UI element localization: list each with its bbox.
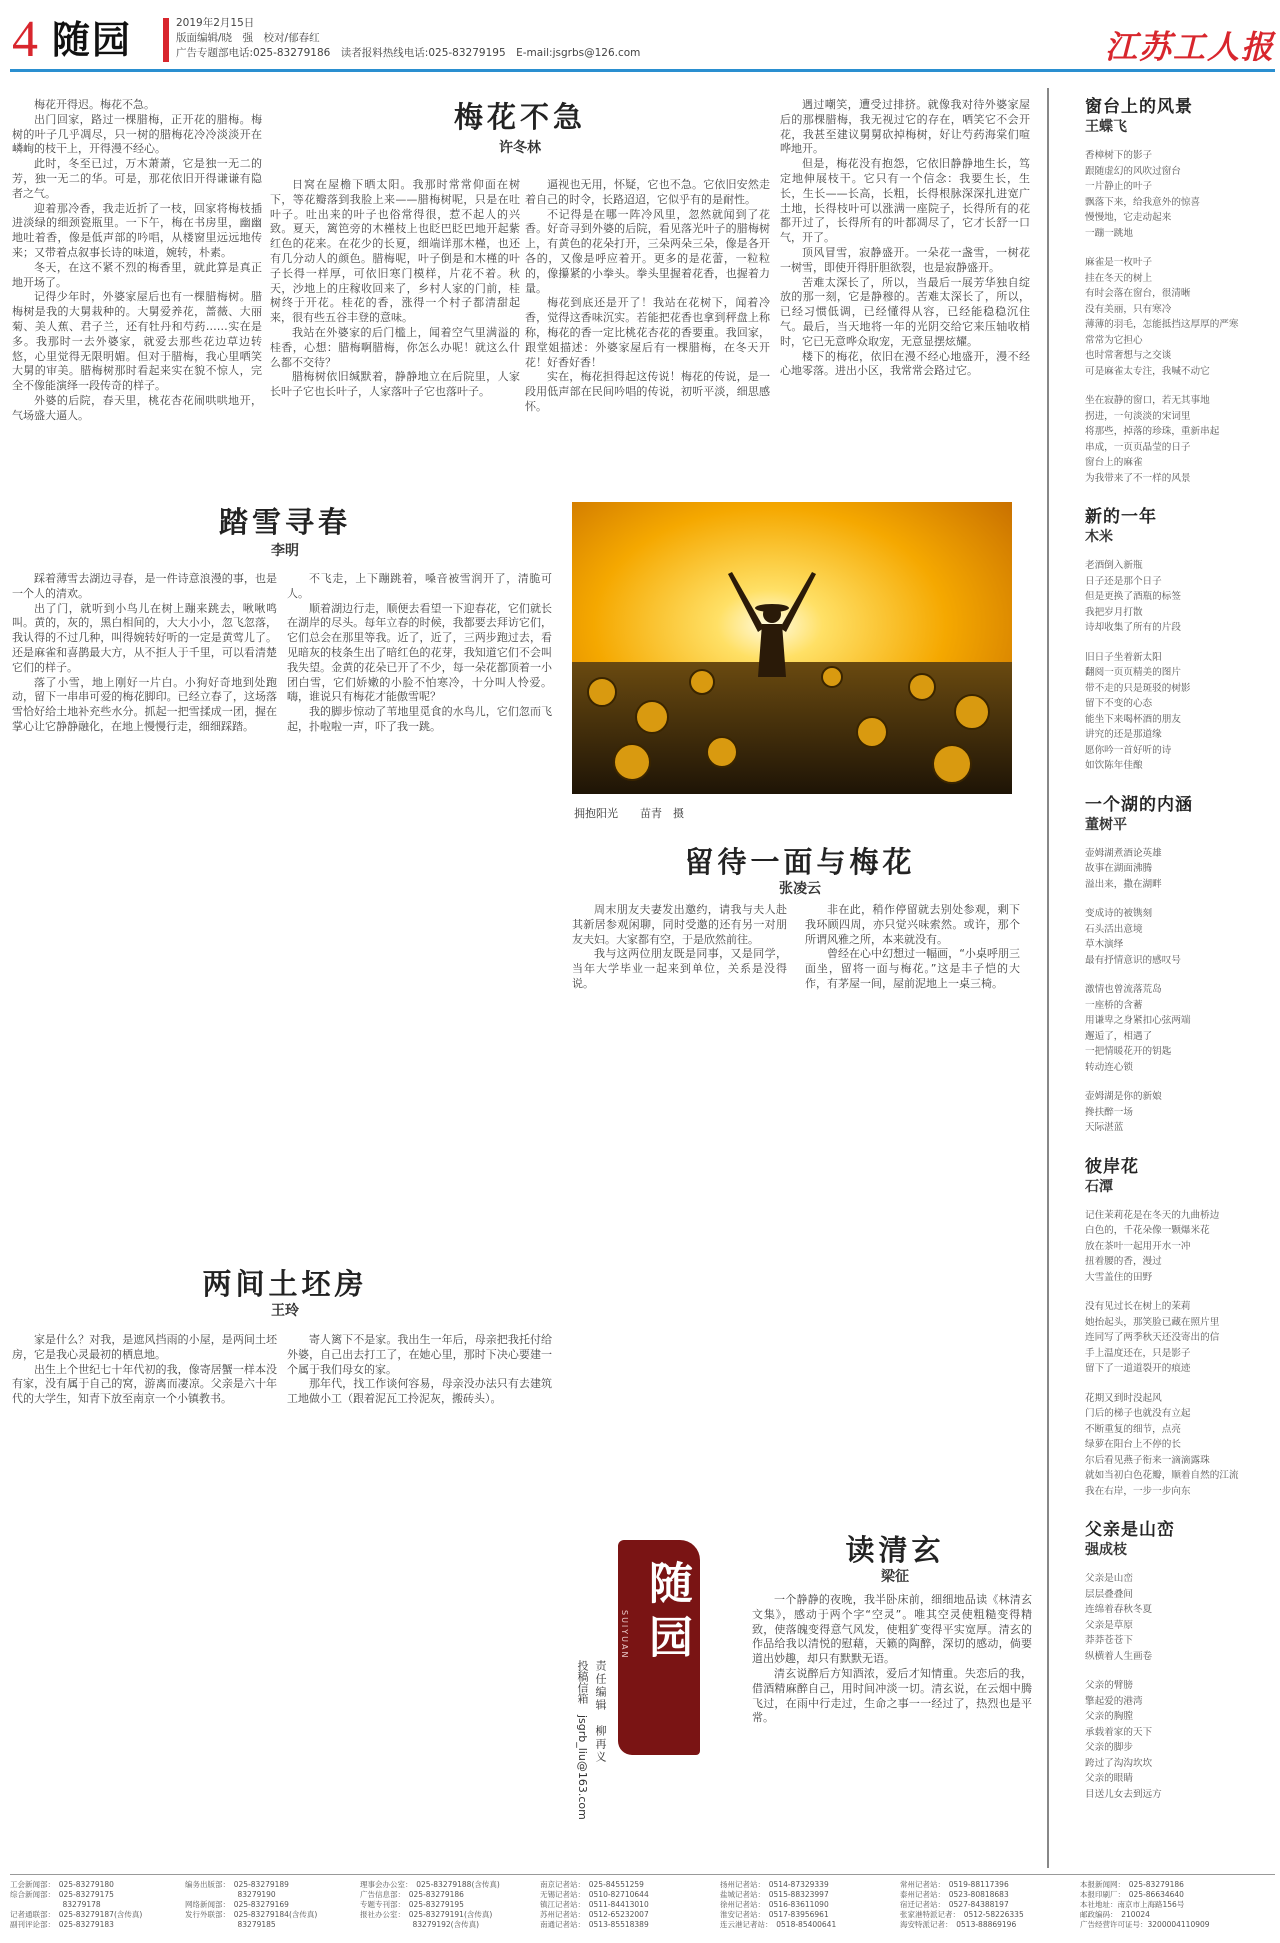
poem-line: 但是更换了酒瓶的标签 [1085,591,1181,602]
submission-email[interactable]: 投稿信箱 jsgrb_liu@163.com [576,1660,589,1820]
poem-line: 莽莽苍苍下 [1085,1635,1133,1646]
paragraph: 腊梅树依旧缄默着，静静地立在后院里，人家长叶子它也长叶子，人家落叶子它也落叶子。 [270,370,520,399]
poem-line: 连同写了两季秋天还没寄出的信 [1085,1332,1220,1343]
poem-line: 擎起爱的港湾 [1085,1695,1143,1707]
footer-contact-block: 工会新闻部： 025-83279180 综合新闻部： 025-83279175 83279178 记者通联部： 025-83279187(含传真) 副刊评论部： 025-83279183 [10,1880,143,1929]
poem-stanza [1085,1391,1275,1500]
poem-line: 邂逅了，相遇了 [1085,1030,1153,1042]
paragraph: 但是，梅花没有抱怨，它依旧静静地生长，笃定地伸展枝干。它只有一个信念：我要生长，生长，生长——长高，长粗，长得根脉深深扎进宽广土地，长得枝叶可以涨满一座院子，长得所有的花都开过了，长得所有的叶都凋尽了，它才长舒一口气，开了。 [780,157,1030,245]
poem-line: 放在茶叶一起用开水一冲 [1085,1240,1191,1252]
paragraph: 日窝在屋檐下晒太阳。我那时常常仰面在树下，等花瓣落到我脸上来——腊梅树呢，只是在吐叶子。吐出来的叶子也俗常得很，惹不起人的兴致。夏天，篱笆旁的木槿枝上也眨巴眨巴地开起紫红色的花来。在花少的长夏，细端详那木槿，也还有几分动人的颜色。腊梅呢，叶子倒是和木槿的叶子长得一样厚，可依旧寒门模样，片花不着。秋天，沙地上的庄稼收回来了，乡村人家的门前，桂树终于开花。桂花的香，涨得一个村子都清甜起来，很有些五谷丰登的意味。 [270,178,520,325]
poem-stanza [1085,1678,1275,1802]
poem-line: 慢慢地，它走动起来 [1085,212,1172,223]
poem-author: 木米 [1085,529,1113,545]
paragraph: 顺着湖边行走，顺便去看望一下迎春花，它们就长在湖岸的尽头。每年立春的时候，我都要去拜访它们，它们总会在那里等我。近了，近了，三两步跑过去，看见暗灰的枝条生出了暗红色的花芽，我知道它们不会叫我失望。金黄的花朵已开了不少，每一朵花都顶着一小团白雪，它们娇嫩的小脸不怕寒冷，十分叫人怜爱。嗨，谁说只有梅花才能傲雪呢？ [287,601,552,704]
footer-contact-block: 本报新闻网： 025-83279186 本报印刷厂： 025-86634640 本社地址：南京市上海路156号 邮政编码： 210024 广告经营许可证号：3200004110909 [1080,1880,1210,1929]
poem-title: 彼岸花 [1085,1156,1139,1177]
caption-title: 拥抱阳光 [574,807,618,820]
paragraph: 不记得是在哪一阵冷风里，忽然就闻到了花香。好奇寻到外婆的后院，看见落光叶子的腊梅树上，有黄色的花朵打开，三朵两朵三朵，像是各开各的，又像是呼应着开。更多的是花蕾，一粒粒的，像攥紧的小拳头。拳头里握着花香，也握着力量。 [525,207,770,295]
paragraph: 出了门，就听到小鸟儿在树上蹦来跳去，啾啾鸣叫。黄的，灰的，黑白相间的，大大小小，忽飞忽落，我认得的不过几种，叫得婉转好听的一定是黄莺儿了。还是麻雀和喜鹊最大方，从不拒人于千里，可以看清楚它们的样子。 [12,601,277,674]
paragraph: 外婆的后院，春天里，桃花杏花闹哄哄地开，气场盛大逼人。 [12,393,262,422]
poem-line: 壶姆湖是你的新娘 [1085,1091,1162,1102]
article-author: 许冬林 [499,140,541,156]
poem [1085,1156,1275,1514]
poem-line: 父亲的脚步 [1085,1742,1133,1753]
poem-line: 香樟树下的影子 [1085,150,1153,161]
poem-line: 扭着腰的香，漫过 [1085,1256,1162,1267]
footer-contact-block: 理事会办公室： 025-83279188(含传真) 广告信息部： 025-83279186 专题专刊部： 025-83279195 报社办公室： 025-83279191(含传真) 83279192(含传真) [360,1880,500,1929]
footer-contact-block: 常州记者站： 0519-88117396 泰州记者站： 0523-80818683 宿迁记者站： 0527-84388197 张家港特派记者： 0512-58226335 海安特派记者： 0513-88869196 [900,1880,1024,1929]
paragraph: 我站在外婆家的后门槛上，闻着空气里满溢的桂香，心想：腊梅啊腊梅，你怎么办呢！就这么什么都不交待？ [270,325,520,369]
editor-credits: 版面编辑/晓 强 校对/郁春红 [176,32,320,44]
poem-line: 最有抒情意识的感叹号 [1085,954,1181,966]
poem-line: 层层叠叠间 [1085,1588,1133,1600]
poem-line: 将那些，掉落的珍珠，重新串起 [1085,426,1220,437]
poem-line: 她抬起头，那笑脸已藏在照片里 [1085,1316,1220,1328]
poem-title: 父亲是山峦 [1085,1520,1175,1540]
header-accent-bar [163,18,169,62]
paragraph: 楼下的梅花，依旧在漫不经心地盛开，漫不经心地零落。进出小区，我常常会路过它。 [780,349,1030,378]
poem-author: 石潭 [1085,1178,1113,1195]
poem-line: 没有美丽，只有寒冷 [1085,303,1172,315]
poem [1085,506,1275,788]
poem-line: 为我带来了不一样的风景 [1085,472,1191,484]
poem-stanza [1085,1089,1275,1136]
article-column [12,1333,277,1868]
poem-line: 诗却收集了所有的片段 [1085,622,1181,633]
poem-stanza [1085,255,1275,379]
poem-line: 变成诗的被镌刻 [1085,908,1153,919]
poem-line: 壶姆湖煮酒论英雄 [1085,847,1162,859]
article-title: 留待一面与梅花 [684,845,916,879]
poem-line: 日子还是那个日子 [1085,575,1162,587]
issue-date: 2019年2月15日 [176,17,255,29]
column-logo-pinyin: SUIYUAN [620,1610,629,1660]
poem-line: 薄薄的羽毛，怎能抵挡这厚厚的严寒 [1085,319,1239,330]
footer-rule [10,1874,1275,1875]
poem-line: 转动连心锁 [1085,1061,1133,1073]
poem-author: 董树平 [1085,816,1127,833]
poem-line: 麻雀是一枚叶子 [1085,257,1153,268]
poem-title: 新的一年 [1085,507,1157,527]
poem-line: 父亲的胸膛 [1085,1711,1133,1722]
column-logo-seal [618,1540,700,1755]
poem-line: 一座桥的含蓄 [1085,999,1143,1011]
article-author: 王玲 [271,1303,299,1319]
poem [1085,1519,1275,1816]
article-author: 李明 [271,543,299,559]
article-title: 两间土坯房 [202,1267,368,1301]
article-author: 梁征 [881,1569,909,1585]
poem-line: 可是麻雀太专注，我喊不动它 [1085,365,1210,377]
poem-line: 目送儿女去到远方 [1085,1788,1162,1800]
poem-line: 翻阅一页页精美的图片 [1085,667,1181,678]
poem-line: 手上温度还在，只是影子 [1085,1347,1191,1359]
paragraph: 我的脚步惊动了苇地里觅食的水鸟儿，它们忽而飞起，扑啦啦一声，吓了我一跳。 [287,705,552,733]
contact-line: 广告专题部电话:025-83279186 读者报料热线电话:025-83279195 E-mail:jsgrbs@126.com [176,47,641,59]
paragraph: 落了小雪，地上刚好一片白。小狗好奇地到处跑动，留下一串串可爱的梅花脚印。已经立春了，这场落雪恰好给土地补充些水分。抓起一把雪揉成一团，握在掌心让它静静融化，在地上慢慢行走，细细踩踏。 [12,675,277,733]
paragraph: 此时，冬至已过，万木萧萧，它是独一无二的芳，独一无二的华。可是，那花依旧开得谦谦有隐者之气。 [12,157,262,200]
poem-line: 父亲的眼睛 [1085,1773,1133,1784]
poem-line: 石头活出意境 [1085,923,1143,935]
paragraph: 冬天，在这不紧不烈的梅香里，就此算是真正地开场了。 [12,260,262,289]
paragraph: 非在此，稍作停留就去别处参观，剩下我环顾四周，亦只觉兴味索然。或许，那个所谓风雅之所，本来就没有。 [805,903,1020,946]
poem [1085,794,1275,1150]
article-title: 梅花不急 [453,100,586,134]
poem-line: 白色的，千花朵像一颗爆米花 [1085,1225,1210,1236]
paragraph: 迎着那冷香，我走近折了一枝，回家将梅枝插进淡绿的细颈瓷瓶里。一下午，梅在书房里，幽幽地吐着香，像是低声部的吟唱，从楼窗里远远地传来；又带着点叙事长诗的味道，婉转，朴素。 [12,201,262,259]
poem-line: 搀扶醉一场 [1085,1106,1133,1118]
article-column [12,572,277,1212]
paragraph: 顶风冒雪，寂静盛开。一朵花一盏雪，一树花一树雪，即使开得肝胆欲裂，也是寂静盛开。 [780,245,1030,274]
poem-line: 就如当初白色花瓣，顺着自然的江流 [1085,1470,1239,1481]
footer-contact-block: 扬州记者站： 0514-87329339 盐城记者站： 0515-88323997 徐州记者站： 0516-83611090 淮安记者站： 0517-83956961 连云港记者站： 0518-85400641 [720,1880,837,1929]
header-rule [10,69,1275,72]
poem-line: 老酒倒入新瓶 [1085,560,1143,571]
header-info [176,16,640,61]
poem-line: 讲究的还是那道缘 [1085,729,1162,740]
poem-line: 溢出来，撒在湖畔 [1085,878,1162,890]
paragraph: 梅花开得迟。梅花不急。 [34,98,155,111]
poem-title: 窗台上的风景 [1085,97,1193,117]
poem-line: 承载着家的天下 [1085,1726,1153,1738]
poem-line: 坐在寂静的窗口，若无其事地 [1085,395,1210,406]
poem-stanza [1085,148,1275,241]
poem-line: 留下不变的心态 [1085,698,1153,709]
poem-line: 也时常奢想与之交谈 [1085,350,1172,361]
poem-line: 带不走的只是斑驳的树影 [1085,682,1191,694]
poem-line: 飘落下来，给我意外的惊喜 [1085,196,1201,208]
article-column [752,1593,1032,1868]
paragraph: 曾经在心中幻想过一幅画，“小桌呼朋三面坐，留将一面与梅花。”这是丰子恺的大作，有茅屋一间，屋前泥地上一桌三椅。 [805,947,1020,990]
poem-line: 挂在冬天的树上 [1085,272,1153,284]
paragraph: 我与这两位朋友既是同事，又是同学，当年大学毕业一起来到单位，关系是没得说。 [572,947,787,990]
poem-line: 留下了一道道裂开的痕迹 [1085,1363,1191,1374]
page-number: 4 [12,11,38,68]
poem-line: 大雪盖住的田野 [1085,1271,1153,1283]
poem-line: 窗台上的麻雀 [1085,457,1143,468]
poem-stanza [1085,650,1275,774]
poem-line: 花期又到时没起风 [1085,1392,1162,1404]
article-column [525,178,770,478]
poem-line: 有时会落在窗台，很清晰 [1085,288,1191,299]
paragraph: 周末朋友夫妻发出邀约，请我与夫人赴其新居参观闲聊，同时受邀的还有另一对朋友夫妇。大家都有空，于是欣然前往。 [572,903,787,946]
poem-line: 绿萝在阳台上不停的长 [1085,1439,1181,1450]
photo-sunflowers [572,502,1012,794]
article-column [287,1333,552,1868]
poem-line: 用谦卑之身紧扣心弦两端 [1085,1015,1191,1026]
poem-line: 如饮陈年佳酿 [1085,760,1143,771]
paragraph: 出生上个世纪七十年代初的我，像寄居蟹一样本没有家，没有属于自己的窝，游离而凄凉。父亲是六十年代的大学生，知青下放至南京一个小镇教书。 [12,1362,277,1406]
poem-line: 我把岁月打散 [1085,606,1143,618]
poem-stanza [1085,1208,1275,1286]
poem-stanza [1085,1571,1275,1664]
poem-line: 故事在湖面沸腾 [1085,863,1153,874]
poem-line: 一蹦一跳地 [1085,227,1133,239]
poem-stanza [1085,1299,1275,1377]
article-title: 踏雪寻春 [218,505,351,539]
poem-stanza [1085,393,1275,486]
article-column [780,98,1030,478]
poem-stanza [1085,906,1275,968]
poem-line: 连绵着春秋冬夏 [1085,1604,1153,1615]
paragraph: 遇过嘲笑，遭受过排挤。就像我对待外婆家屋后的那棵腊梅，我无视过它的存在，哂笑它不会开花，我甚至建议舅舅砍掉梅树，好让芍药海棠们喧哗地开。 [780,98,1030,156]
poem-line: 一把情暖花开的钥匙 [1085,1046,1172,1057]
poem-title: 一个湖的内涵 [1085,794,1193,815]
section-title: 随园 [52,18,133,62]
poem-line: 串成，一页页晶莹的日子 [1085,441,1191,453]
footer-contact-block: 南京记者站： 025-84551259 无锡记者站： 0510-82710644 镇江记者站： 0511-84413010 苏州记者站： 0512-65232007 南通记者站： 0513-85518389 [540,1880,649,1929]
poem-line: 父亲是山峦 [1085,1573,1133,1584]
responsible-editor: 责任编辑 柳再义 [594,1660,607,1764]
poem-line: 跨过了沟沟坎坎 [1085,1757,1153,1769]
article-author: 张凌云 [779,881,821,897]
poem-author: 强成枝 [1085,1542,1127,1558]
poem-line: 没有见过长在树上的茉莉 [1085,1301,1191,1312]
poem-line: 能坐下来喝杯酒的朋友 [1085,713,1181,725]
paragraph: 清玄说醉后方知酒浓，爱后才知情重。失恋后的我，借酒精麻醉自己，用时间冲淡一切。清玄说，在云烟中腾飞过，在雨中行走过，生命之事一一经过了，热烈也是平常。 [752,1666,1032,1725]
poem-line: 草木演绎 [1085,939,1124,950]
newspaper-logo: 江苏工人报 [1105,28,1276,66]
poem-line: 愿你吟一首好听的诗 [1085,744,1172,756]
poem-line: 尔后看见燕子衔来一滴滴露珠 [1085,1454,1210,1466]
poem-line: 旧日子坐着新太阳 [1085,651,1162,663]
article-column [287,572,552,1212]
poem-line: 纵横着人生画卷 [1085,1650,1153,1662]
poem-author: 王蝶飞 [1085,119,1127,135]
poem-line: 常常为它担心 [1085,334,1143,346]
poem-stanza [1085,982,1275,1075]
article-column [805,903,1020,1473]
photo-credit: 苗青 摄 [640,807,684,820]
column-logo-text: 随园 [641,1560,692,1668]
paragraph: 出门回家，路过一棵腊梅，正开花的腊梅。梅树的叶子几乎凋尽，只一树的腊梅花冷冷淡淡开在嶙峋的枝干上，开得漫不经心。 [12,112,262,156]
poem-line: 天际湛蓝 [1085,1122,1124,1133]
photo-caption [574,805,684,821]
article-title: 读清玄 [845,1533,945,1567]
paragraph: 寄人篱下不是家。我出生一年后，母亲把我托付给外婆，自己出去打工了，在她心里，那时下决心要建一个属于我们母女的家。 [287,1333,552,1376]
paragraph: 那年代，找工作谈何容易，母亲没办法只有去建筑工地做小工（跟着泥瓦工拎泥灰，搬砖头）。 [287,1377,552,1406]
poem-stanza [1085,558,1275,636]
paragraph: 家是什么？对我，是遮风挡雨的小屋，是两间土坯房，它是我心灵最初的栖息地。 [12,1333,277,1361]
poem-column [1085,96,1275,1822]
poem-line: 门后的梯子也就没有立起 [1085,1408,1191,1419]
poem-stanza [1085,846,1275,893]
paragraph: 一个静静的夜晚，我半卧床前，细细地品读《林清玄文集》，感动于两个字“空灵”。唯其空灵使粗糙变得精致，使落魄变得意气风发，使粗犷变得平实宽厚。清玄的作品给我以清悦的慰藉，天籁的陶醉，深切的感动，倘要道出妙趣，却只有默默无语。 [752,1593,1032,1666]
article-column [270,178,520,478]
column-divider [1047,88,1049,1868]
footer-contact-block: 编务出版部： 025-83279189 83279190 网络新闻部： 025-83279169 发行外联部： 025-83279184(含传真) 83279185 [185,1880,318,1929]
article-column [572,903,787,1473]
poem-line: 父亲的臂膀 [1085,1680,1133,1691]
poem-line: 我在右岸，一步一步向东 [1085,1485,1191,1497]
poem-line: 父亲是草原 [1085,1619,1133,1631]
paragraph: 苦难太深长了，所以，当最后一展芳华独自绽放的那一刻，它是静穆的。苦难太深长了，所以，已经习惯低调，已经懂得从容，已经能稳稳沉住气。最后，当天地将一年的光阴交给它来压轴收梢时，它已无意哗众取宠，无意显摆炫耀。 [780,275,1030,348]
poem-line: 跟随虚幻的风吹过窗台 [1085,165,1181,177]
poem-line: 拐进，一句淡淡的宋词里 [1085,410,1191,422]
poem-line: 记住茉莉花是在冬天的九曲桥边 [1085,1209,1220,1221]
paragraph: 不飞走，上下蹦跳着，嗓音被雪润开了，清脆可人。 [287,572,552,600]
article-column [12,98,262,478]
poem [1085,96,1275,500]
paragraph: 实在，梅花担得起这传说！梅花的传说，是一段用低声部在民间吟唱的传说，初听平淡，细思感怀。 [525,370,770,413]
paragraph: 梅花到底还是开了！我站在花树下，闻着冷香，觉得这香味沉实。若能把花香也拿到秤盘上称称，梅花的香一定比桃花杏花的香要重。我回家，跟堂姐描述：外婆家屋后有一棵腊梅，在冬天开花！好香好香！ [525,296,770,369]
paragraph: 逼视也无用，怀疑，它也不急。它依旧安然走着自己的时令，长路迢迢，它似乎有的是耐性。 [525,178,770,206]
poem-line: 不断重复的细节，点亮 [1085,1423,1181,1435]
paragraph: 踩着薄雪去湖边寻春，是一件诗意浪漫的事，也是一个人的清欢。 [12,572,277,600]
poem-line: 一片静止的叶子 [1085,181,1153,192]
paragraph: 记得少年时，外婆家屋后也有一棵腊梅树。腊梅树是我的大舅栽种的。大舅爱养花，蔷薇、大丽菊、美人蕉、君子兰，还有牡丹和芍药……实在是多。我那时一去外婆家，就爱去那些花边草边转悠，心里觉得无限明媚。但对于腊梅，我心里哂笑大舅的审美。腊梅树那时看起来实在貌不惊人，完全不像能演绎一段传奇的样子。 [12,290,262,393]
poem-line: 激情也曾流落荒岛 [1085,984,1162,995]
